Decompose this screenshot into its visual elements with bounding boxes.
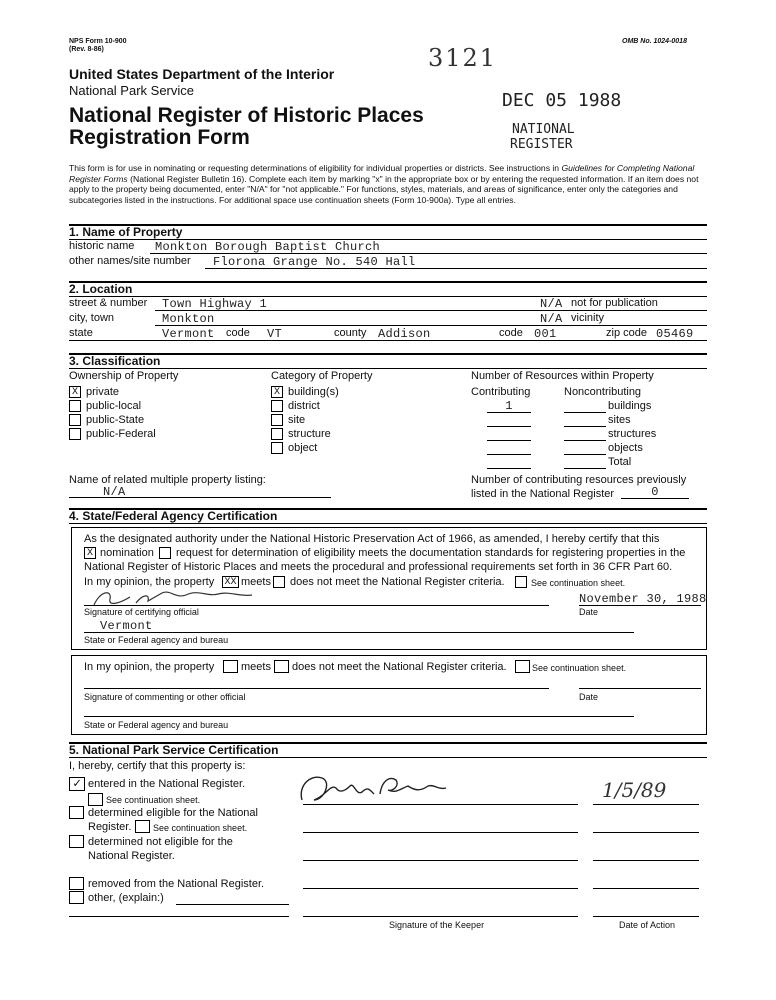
- omb-number: OMB No. 1024-0018: [622, 38, 687, 45]
- section4-title: 4. State/Federal Agency Certification: [69, 509, 278, 523]
- date-of-action-label: Date of Action: [619, 920, 676, 930]
- cert-line-3: National Register of Historic Places and meets the procedural and professional requirements set forth in 36 CFR Part 60.: [84, 561, 673, 573]
- county-value[interactable]: Addison: [378, 327, 431, 341]
- multiple-listing-label: Name of related multiple property listing:: [69, 474, 266, 486]
- total-label: Total: [608, 456, 632, 468]
- eligible-continuation-checkbox[interactable]: [135, 820, 150, 833]
- category-building-checkbox[interactable]: X: [271, 386, 283, 398]
- form-title-line1: National Register of Historic Places: [69, 104, 424, 127]
- agency-value[interactable]: Vermont: [100, 619, 153, 633]
- category-district-checkbox[interactable]: [271, 400, 283, 412]
- form-number: NPS Form 10-900: [69, 38, 127, 45]
- does-not-meet2-checkbox[interactable]: [274, 660, 289, 673]
- state-label: state: [69, 327, 93, 339]
- continuation-sheet-label: See continuation sheet.: [531, 578, 626, 588]
- category-object-label: object: [288, 442, 318, 454]
- ownership-public-federal-label: public-Federal: [86, 428, 156, 440]
- vicinity-label: vicinity: [571, 312, 605, 324]
- not-for-publication-label: not for publication: [571, 297, 658, 309]
- service-name: National Park Service: [69, 83, 194, 98]
- entered-label: entered in the National Register.: [88, 778, 246, 790]
- vicinity-value[interactable]: N/A: [540, 312, 563, 326]
- historic-name-label: historic name: [69, 240, 135, 252]
- county-label: county: [334, 327, 367, 339]
- county-code-label: code: [499, 327, 523, 339]
- multiple-listing-value[interactable]: N/A: [103, 485, 126, 499]
- opinion2-prefix: In my opinion, the property: [84, 661, 215, 673]
- resources-title: Number of Resources within Property: [471, 370, 654, 382]
- ownership-private-checkbox[interactable]: X: [69, 386, 81, 398]
- entered-checkbox[interactable]: ✓: [69, 777, 85, 791]
- commenting-signature-label: Signature of commenting or other official: [84, 692, 246, 702]
- agency2-label: State or Federal agency and bureau: [84, 720, 229, 730]
- not-eligible-label-2: National Register.: [88, 850, 175, 862]
- nomination-label: nomination: [100, 547, 154, 559]
- category-structure-checkbox[interactable]: [271, 428, 283, 440]
- removed-checkbox[interactable]: [69, 877, 84, 890]
- form-revision: (Rev. 8-86): [69, 46, 104, 53]
- keeper-signature: [296, 770, 466, 808]
- department-name: United States Department of the Interior: [69, 66, 335, 82]
- agency-label: State or Federal agency and bureau: [84, 635, 229, 645]
- county-code-value[interactable]: 001: [534, 327, 557, 341]
- meets-checkbox[interactable]: XX: [222, 576, 239, 588]
- other-names-label: other names/site number: [69, 255, 191, 267]
- continuation-sheet2-label: See continuation sheet.: [532, 663, 627, 673]
- stamp-register: REGISTER: [510, 137, 573, 152]
- city-value[interactable]: Monkton: [162, 312, 215, 326]
- cert-line-1: As the designated authority under the National Historic Preservation Act of 1966, as amended, I hereby certify that this: [84, 533, 660, 545]
- does-not-meet2-label: does not meet the National Register criteria.: [292, 661, 507, 673]
- cert-date-value[interactable]: November 30, 1988: [579, 592, 707, 606]
- entered-continuation-checkbox[interactable]: [88, 793, 103, 806]
- zip-label: zip code: [606, 327, 647, 339]
- meets2-label: meets: [241, 661, 271, 673]
- zip-value[interactable]: 05469: [656, 327, 694, 341]
- form-title-line2: Registration Form: [69, 126, 250, 149]
- category-building-label: building(s): [288, 386, 339, 398]
- contributing-buildings[interactable]: 1: [505, 399, 513, 413]
- eligible-label-1: determined eligible for the National: [88, 807, 258, 819]
- street-label: street & number: [69, 297, 148, 309]
- continuation-sheet-checkbox[interactable]: [515, 576, 527, 588]
- instructions-paragraph: This form is for use in nominating or requesting determinations of eligibility for individual properties or districts. See instructions in Guidelines for Completing National Register Forms (National Register Bulletin 16). Complete each item by marking "x" in the appropriate box or by entering the requested information. If an item does not apply to the property being documented, enter "N/A" for "not applicable." For functions, styles, materials, and areas of significance, enter only the categories and subcategories listed in the instructions. For additional space use continuation sheets (Form 10-900a). Type all entries.: [69, 163, 699, 205]
- other-label: other, (explain:): [88, 892, 164, 904]
- cert-line-2: request for determination of eligibility meets the documentation standards for registering properties in the: [176, 547, 686, 559]
- contributing-header: Contributing: [471, 386, 531, 398]
- previously-listed-label-1: Number of contributing resources previously: [471, 474, 687, 486]
- cert-date-label: Date: [579, 607, 599, 617]
- keeper-signature-label: Signature of the Keeper: [389, 920, 485, 930]
- ownership-public-state-checkbox[interactable]: [69, 414, 81, 426]
- category-object-checkbox[interactable]: [271, 442, 283, 454]
- category-title: Category of Property: [271, 370, 373, 382]
- category-site-checkbox[interactable]: [271, 414, 283, 426]
- ownership-public-local-label: public-local: [86, 400, 142, 412]
- removed-label: removed from the National Register.: [88, 878, 265, 890]
- action-date-value[interactable]: 1/5/89: [602, 778, 667, 802]
- ownership-title: Ownership of Property: [69, 370, 179, 382]
- category-structure-label: structure: [288, 428, 331, 440]
- previously-listed-label-2: listed in the National Register: [471, 488, 615, 500]
- eligible-checkbox[interactable]: [69, 806, 84, 819]
- nps-cert-intro: I, hereby, certify that this property is:: [69, 760, 246, 772]
- buildings-label: buildings: [608, 400, 652, 412]
- received-date-stamp: DEC 05 1988: [502, 90, 622, 111]
- noncontributing-header: Noncontributing: [564, 386, 642, 398]
- handwritten-reference-number: 3121: [428, 44, 498, 72]
- not-for-publication-value[interactable]: N/A: [540, 297, 563, 311]
- commenting-date-label: Date: [579, 692, 599, 702]
- other-checkbox[interactable]: [69, 891, 84, 904]
- does-not-meet-label: does not meet the National Register criteria.: [290, 576, 505, 588]
- structures-label: structures: [608, 428, 657, 440]
- determination-request-checkbox[interactable]: [159, 547, 171, 559]
- eligible-label-2: Register.: [88, 821, 132, 833]
- section2-title: 2. Location: [69, 282, 133, 296]
- does-not-meet-checkbox[interactable]: [273, 576, 285, 588]
- signature-label: Signature of certifying official: [84, 607, 199, 617]
- ownership-private-label: private: [86, 386, 120, 398]
- state-code-label: code: [226, 327, 250, 339]
- historic-name-value[interactable]: Monkton Borough Baptist Church: [155, 240, 381, 254]
- section3-title: 3. Classification: [69, 354, 161, 368]
- meets2-checkbox[interactable]: [223, 660, 238, 673]
- ownership-public-local-checkbox[interactable]: [69, 400, 81, 412]
- ownership-public-federal-checkbox[interactable]: [69, 428, 81, 440]
- city-label: city, town: [69, 312, 115, 324]
- previously-listed-value[interactable]: 0: [651, 485, 659, 499]
- sites-label: sites: [608, 414, 631, 426]
- not-eligible-checkbox[interactable]: [69, 835, 84, 848]
- category-district-label: district: [288, 400, 320, 412]
- continuation-sheet2-checkbox[interactable]: [515, 660, 530, 673]
- not-eligible-label-1: determined not eligible for the: [88, 836, 233, 848]
- opinion-prefix: In my opinion, the property: [84, 576, 215, 588]
- section5-title: 5. National Park Service Certification: [69, 743, 279, 757]
- street-value[interactable]: Town Highway 1: [162, 297, 268, 311]
- other-names-value[interactable]: Florona Grange No. 540 Hall: [213, 255, 416, 269]
- state-code-value[interactable]: VT: [267, 327, 283, 341]
- meets-label: meets: [241, 576, 271, 588]
- nomination-checkbox[interactable]: X: [84, 547, 96, 559]
- category-site-label: site: [288, 414, 306, 426]
- stamp-national: NATIONAL: [512, 122, 575, 137]
- section1-title: 1. Name of Property: [69, 225, 183, 239]
- entered-continuation-label: See continuation sheet.: [106, 795, 201, 805]
- ownership-public-state-label: public-State: [86, 414, 145, 426]
- eligible-continuation-label: See continuation sheet.: [153, 823, 248, 833]
- state-value[interactable]: Vermont: [162, 327, 215, 341]
- objects-label: objects: [608, 442, 643, 454]
